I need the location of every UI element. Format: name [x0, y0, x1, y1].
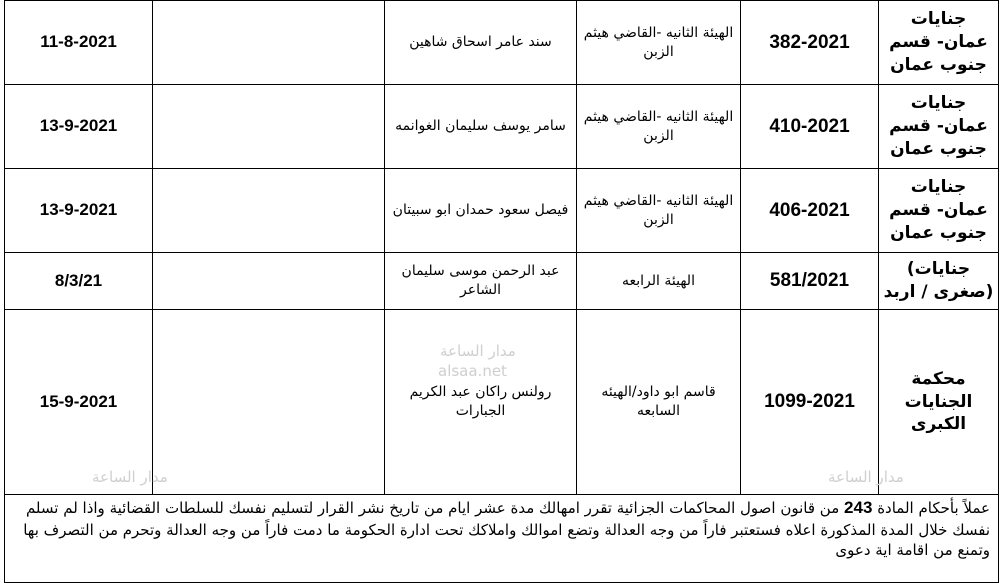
court-cell: جنايات عمان- قسم جنوب عمان [879, 169, 999, 253]
court-cell: جنايات عمان- قسم جنوب عمان [879, 1, 999, 85]
notice-text: من قانون اصول المحاكمات الجزائية تقرر امهالك مدة عشر ايام من تاريخ نشر القرار لتسليم نفسك للسلطات القضائية واذا لم تسلم نفسك خلال المدة المذكورة اعلاه فستعتبر فاراً من وجه العدالة وتضع اموالك واملاكك تحت ادارة الحكومة ما دمت فاراً من وجه العدالة وتحرم من التصرف بها وتمنع من اقامة اية دعوى [23, 499, 990, 560]
panel-cell: قاسم ابو داود/الهيئه السابعه [577, 310, 741, 495]
panel-cell: الهيئة الثانيه -القاضي هيثم الزبن [577, 169, 741, 253]
case-number-cell: 382-2021 [741, 1, 879, 85]
table-row [5, 85, 999, 169]
watermark-name: مدار الساعة [828, 468, 904, 486]
case-number-cell: 1099-2021 [741, 310, 879, 495]
footer-row [5, 495, 999, 583]
case-number-cell: 406-2021 [741, 169, 879, 253]
table-row [5, 310, 999, 495]
court-cell: جنايات) (صغرى / اربد [879, 253, 999, 310]
court-cell: محكمة الجنايات الكبرى [879, 310, 999, 495]
date-cell: 8/3/21 [5, 253, 153, 310]
court-cell: جنايات عمان- قسم جنوب عمان [879, 85, 999, 169]
panel-cell: الهيئة الثانيه -القاضي هيثم الزبن [577, 85, 741, 169]
accused-name-cell: سامر يوسف سليمان الغوانمه [385, 85, 577, 169]
empty-cell [153, 169, 385, 253]
empty-cell [153, 1, 385, 85]
date-cell: 11-8-2021 [5, 1, 153, 85]
legal-notice [5, 495, 999, 583]
accused-name-cell: فيصل سعود حمدان ابو سبيتان [385, 169, 577, 253]
article-number: 243 [844, 498, 873, 517]
table-row [5, 169, 999, 253]
accused-name-cell: سند عامر اسحاق شاهين [385, 1, 577, 85]
panel-cell: الهيئة الرابعه [577, 253, 741, 310]
panel-cell: الهيئة الثانيه -القاضي هيثم الزبن [577, 1, 741, 85]
watermark-domain: alsaa.net [438, 362, 507, 380]
empty-cell [153, 85, 385, 169]
empty-cell [153, 253, 385, 310]
empty-cell [153, 310, 385, 495]
table-row [5, 253, 999, 310]
fugitives-table [4, 0, 999, 583]
date-cell: 13-9-2021 [5, 85, 153, 169]
watermark-name: مدار الساعة [440, 342, 516, 360]
case-number-cell: 581/2021 [741, 253, 879, 310]
notice-prefix: عملاً بأحكام المادة [877, 499, 990, 517]
table-row [5, 1, 999, 85]
watermark-name: مدار الساعة [92, 468, 168, 486]
date-cell: 15-9-2021 [5, 310, 153, 495]
accused-name-cell: رولنس راكان عبد الكريم الجبارات [385, 310, 577, 495]
case-number-cell: 410-2021 [741, 85, 879, 169]
accused-name-cell: عبد الرحمن موسى سليمان الشاعر [385, 253, 577, 310]
date-cell: 13-9-2021 [5, 169, 153, 253]
